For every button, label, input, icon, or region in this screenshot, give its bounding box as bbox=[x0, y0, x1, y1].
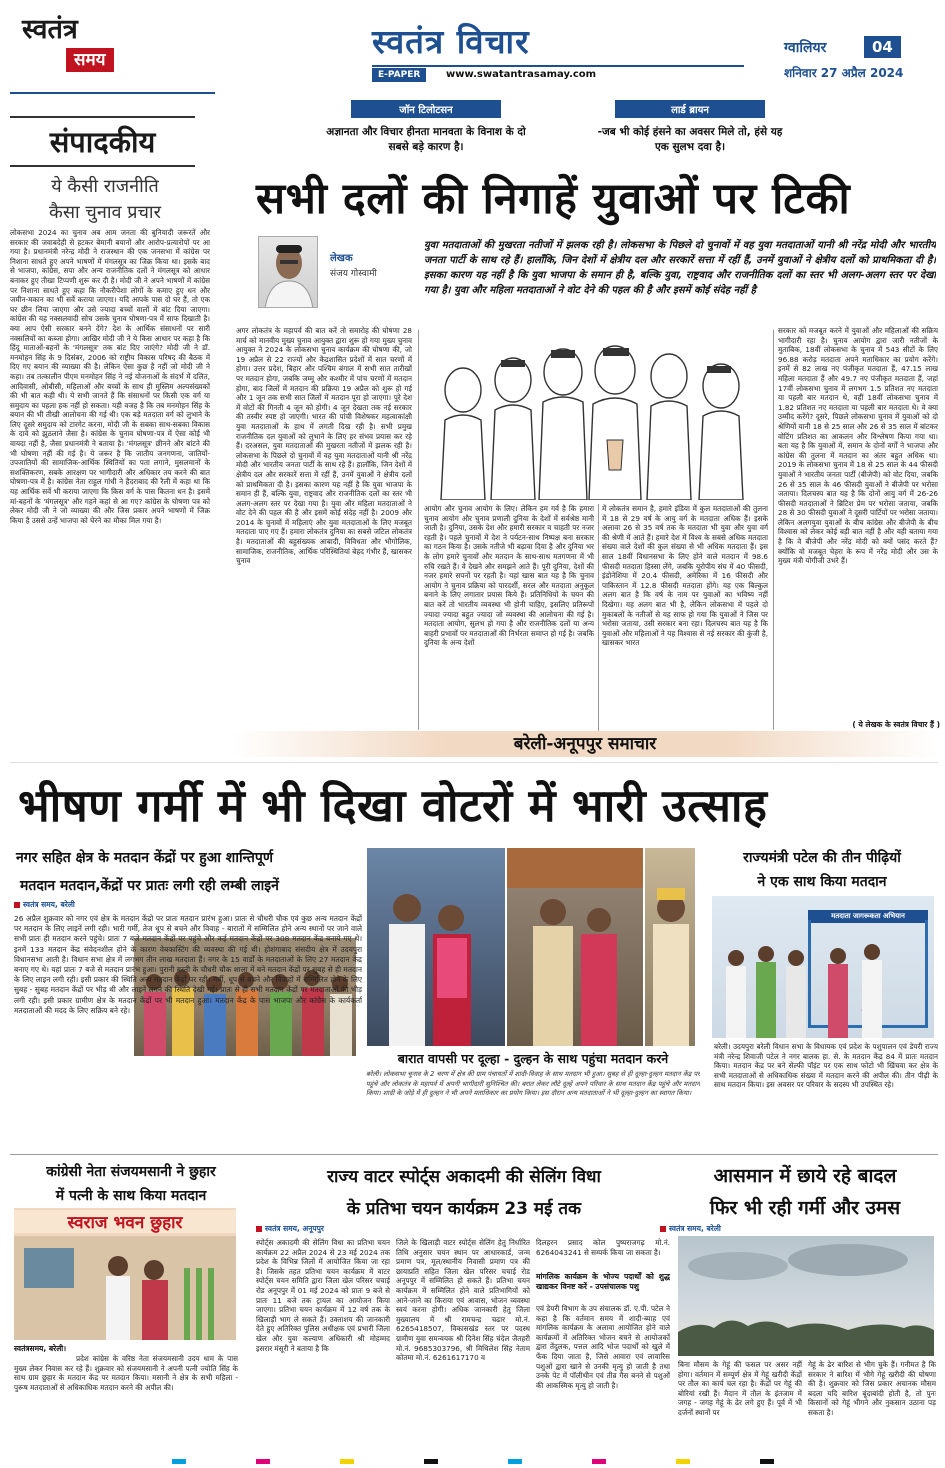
congress-headline-2: में पत्नी के साथ किया मतदान bbox=[55, 1188, 207, 1204]
minister-photo bbox=[712, 896, 934, 1038]
epaper-badge: E-PAPER bbox=[372, 68, 426, 82]
author-label: लेखक bbox=[330, 253, 353, 264]
quote-box-2 bbox=[590, 100, 790, 158]
wedding-caption: बारात वापसी पर दूल्हा - दुल्हन के साथ पहुंचा मतदान करने bbox=[397, 1051, 669, 1066]
author-photo bbox=[258, 236, 318, 308]
rule bbox=[773, 330, 774, 730]
wedding-photo-3 bbox=[645, 848, 695, 1046]
lead-column-2: आयोग और चुनाव आयोग के लिए। लेकिन हम गर्व है कि हमारा चुनाव आयोग और चुनाव प्रणाली दुनिया के देशों में सर्वश्रेष्ठ मानी जाती है। दुनिया, उसके देश और हमारी सरकार व चाहती पर नजर रहती है। पहले चुनावों में देश ने पर्यटन-साथ निष्पक्ष बना सरकार का गठन किया है। उसके नतीजे भी बढ़ावा दिया है और दुनिया भर के लोग हमारे चुनावों और मतदान के साथ-साथ मतगणना में भी रुचि रखते हैं। वे देखने और समझने आते हैं। पूरी दुनिया, देशों की नजर हमारे सपनों पर रहती है। यहां खास बात यह है कि चुनाव आयोग ने चुनाव प्रक्रिया को पारदर्शी, सरल और मतदाता अनुकूल बनाने के लिए लगातार प्रयास किये हैं। प्रतिनिधियों के चयन की बात करें तो भारतीय व्यवस्था भी होनी चाहिए, इसलिए प्रतिरूपों ज्यादा ज्यादा बहुत ज्यादा जो व्यवस्था की आलोचना की गई है। मतदाता आयोग, सुलभ हो गया है और राजनीतिक दलों या अन्य बाहरी प्रभावों पर मतदाताओं की निर्भरता समाप्त हो गई है। जबकि दुनिया के अन्य देशों bbox=[424, 504, 594, 648]
minister-body: बरेली। उदयपुरा बरेली विधान सभा के विधायक एवं प्रदेश के पशुपालन एवं डेयरी राज्य मंत्री नरेन्द्र शिवाजी पटेल ने नगर बालक हा. से. के मतदान केंद्र 84 में प्रातः मतदान किया। मतदान केंद्र पर बने सेल्फी पॉइंट पर एक साथ फोटो भी खिंचवा कर क्षेत्र के सभी मतदाताओं से अधिकाधिक संख्या में मतदान करने की अपील की। तीन पीढ़ी के साथ मतदान किया। इस अवसर पर परिवार के सदस्य भी उपस्थित रहे। bbox=[714, 1042, 938, 1090]
byline-text: स्वतंत्र समय, अनूपपुर bbox=[265, 1224, 324, 1233]
section-banner-title: बरेली-अनूपपुर समाचार bbox=[513, 734, 657, 754]
bullet-icon bbox=[256, 1226, 262, 1232]
lead-column-4: सरकार को मजबूत करने में युवाओं और महिलाओं की सक्रिय भागीदारी रहा है। चुनाव आयोग द्वारा जारी नतीजों के मुताबिक, 18वीं लोकसभा के चुनाव में 543 सीटों के लिए 96.88 करोड़ मतदाता अपने मताधिकार का प्रयोग करेंगे। इनमें से 82 लाख नए पंजीकृत मतदाता हैं, 47.15 लाख महिला मतदाता हैं और 49.7 नए पंजीकृत मतदाता हैं, जहां 17वीं लोकसभा चुनाव में लगभग 1.5 प्रतिशत नए मतदाता या पहली बार मतदान थे, वहीं 18वीं लोकसभा चुनाव में 1.82 प्रतिशत नए मतदाता या पहली बार मतदाता थे। वे क्या उम्मीद करेंगे? दूसरे, पिछले लोकसभा चुनाव में युवाओं को दो श्रेणियों यानी 18 से 25 साल और 26 से 35 साल में बांटकर वोटिंग प्रतिशत का आकलन और विश्लेषण किया गया था। बता यह है कि युवाओं में, समान के दोनों वर्गों ने भाजपा और कांग्रेस की तुलना में मतदान का अंतर बहुत अधिक था। 2019 के लोकसभा चुनाव में 18 से 25 साल के 44 फीसदी युवाओं ने भारतीय जनता पार्टी (बीजेपी) को वोट दिया, जबकि 26 से 35 साल के 46 फीसदी युवाओं ने बीजेपी पर भरोसा जताया। दिलचस्प बात यह है कि दोनों आयु वर्ग में 26-26 फीसदी मतदाताओं ने ब्रिटिश प्रेम पर भरोसा जताया, जबकि 28 से 30 फीसदी युवाओं ने दूसरी पार्टियों पर भरोसा जताया। लेकिन अलगयुवा युवाओं के बीच कांग्रेस और बीजेपी के बीच विश्वास को लेकर कोई बड़ी बात नहीं है और यही बताया गया है कि वे बीजेपी और नरेंद्र मोदी को क्यों पसंद करते हैं? क्योंकि वो मजबूत चेहरा के रूप में नरेंद्र मोदी और उस के मुख्य मंत्री योगीजी उभरे हैं। bbox=[778, 326, 938, 566]
congress-byline: स्वतंत्रसमय, बरेली। bbox=[14, 1344, 67, 1353]
sports-byline bbox=[256, 1224, 324, 1234]
editorial-section-label: संपादकीय bbox=[10, 116, 195, 167]
city-label: ग्वालियर bbox=[784, 40, 827, 56]
polling-body: 26 अप्रैल शुक्रवार को नगर एवं क्षेत्र के मतदान केंद्रो पर प्रातः मतदान प्रारंभ हुआ। प्रातः से चौधरी चौक एवं कुछ अन्य मतदान केंद्रों पर मतदान के लिए लाइनें लगी रही। भारी गर्मी, तेज धूप से बचने और विवाह - बारातों में सम्मिलित होने अन्य स्थानों पर जाने वाले सभी प्रातः ही मतदान करने पहुंचे। प्रातः 7 बजे मतदान केंद्रों पर पहुंचे और कई मतदान केंद्रों पर 308 मतदान केंद्र बनाये गए थे। इनमें 133 मतदान केंद्र संवेदनशील होने के कारण वेबकास्टिंग की व्यवस्था की गई थी। होशंगाबाद संसदीय क्षेत्र में उदयपुरा विधानसभा आती है। विधान सभा क्षेत्र में लगभग तीन लाख मतदाता हैं। नगर के 15 वार्डों के मतदाताओं के लिए 27 मतदान केंद्र बनाए गए थे। यहां प्रातः 7 बजे से मतदान प्रारंभ हुआ। पुरानी बस्ती के चौधरी चौक शाला में बने मतदान केंद्रों पर सुबह से ही मतदान के लिए लाइन लगी रही। इसी प्रकार की स्थिति अन्य मतदान केंद्रों पर रही। गर्मी, धूप से बचने और विवाहों में सम्मिलित होने के लिए सुबह - सुबह मतदान केंद्रों पर भीड़ थी और लाइनें लगने की स्थिति देखी गई। प्रातः से ही सभी मतदान केंद्रों पर मतदाताओं की भीड़ लगी रही। इसी प्रकार ग्रामीण क्षेत्र के मतदान केंद्रों पर भी मतदान हुआ। मतदान केंद्र के पास भाजपा और कांग्रेस के कार्यकर्ता मतदाताओं की मदद के लिए सक्रिय बने रहे। bbox=[14, 914, 362, 1015]
lead-intro: युवा मतदाताओं की मुखरता नतीजों में झलक रही है। लोकसभा के पिछले दो चुनावों में वह युवा मतदाताओं यानी श्री नरेंद्र मोदी और भारतीय जनता पार्टी के साथ रहे हैं। हालाँकि, जिन देशों में क्षेत्रीय दल और सरकारें सत्ता में रहीं हैं, उनमें युवाओं ने क्षेत्रीय दलों को प्राथमिकता दी है। इसका कारण यह नहीं है कि युवा भाजपा के समान ही है, बल्कि युवा, राष्ट्रवाद और राजनीतिक दलों का स्तर भी अलग-अलग स्तर पर देखा गया है। युवा और महिला मतदाताओं ने वोट देने की पहल की है और इसमें कोई संदेह नहीं है bbox=[424, 240, 936, 296]
awareness-banner: मतदाता जागरूकता अभियान bbox=[808, 910, 928, 923]
logo-top: स्वतंत्र bbox=[22, 14, 78, 45]
weather-column-2: बिना मौसम के गेहूं की फसल पर असर नहीं होगा। वर्तमान में सम्पूर्ण क्षेत्र में गेहूं खरीदी केंद्रों पर तौल का कार्य चल रहा है। केंद्रों पर गेहूं की बोरियां रखी हैं। मैदान में तौल के इंतजाम में जगह - जगह गेहूं के ढेर लगे हुए हैं। पूर्व में भी दर्जनों स्थानों पर bbox=[678, 1360, 802, 1417]
wedding-photo-1 bbox=[367, 848, 505, 1046]
sports-sub-headline: मांगलिक कार्यक्रम के भोज्य पदार्थों को शुद्ध खाद्यकर विनष्ट करें - उपसंचालक पशु bbox=[536, 1272, 670, 1291]
sports-column-1: स्पोर्ट्स अकादमी की सेलिंग विधा का प्रतिभा चयन कार्यक्रम 22 अप्रैल 2024 से 23 मई 2024 तक प्रदेश के विभिन्न जिलों में आयोजित किया जा रहा है। जिसके तहत प्रतिभा चयन कार्यक्रम में वाटर स्पोर्ट्स चयन समिति द्वारा जिला खेल परिसर चचाई रोड अनूपपुर में 01 मई 2024 को प्रातः 9 बजे से प्रातः 11 बजे तक ट्रायल का आयोजन किया जाएगा। प्रतिभा चयन कार्यक्रम में 12 वर्ष तक के खिलाड़ी भाग ले सकते हैं। उक्ताशय की जानकारी देते हुए अतिरिक्त पुलिस अधीक्षक एवं प्रभारी जिला खेल और युवा कल्याण अधिकारी श्री मोहम्मद इसरार मंसूरी ने बताया है कि bbox=[256, 1238, 390, 1353]
rule bbox=[418, 330, 419, 730]
bullet-icon bbox=[660, 1226, 666, 1232]
sports-sub-body: एवं डेयरी विभाग के उप संचालक डॉ. ए.पी. पटेल ने कहा है कि वर्तमान समय में शादी-ब्याह एवं मांगलिक कार्यक्रम के अलावा आयोजित होने वाले कार्यक्रमों में अतिरिक्त भोजन बचने से आयोजकों द्वारा तेंदुलक, पत्तल आदि भोज पदार्थों को खुले में फेंक दिया जाता है, जिसे आवारा एवं लावारिस पशुओं द्वारा खाने से उनकी मृत्यु हो जाती है तथा उनके पेट में पॉलीथीन एवं तीव्र गैस बनने से पशुओं की आकस्मिक मृत्यु हो जाती है। bbox=[536, 1304, 670, 1390]
quote-box-1 bbox=[316, 100, 536, 158]
logo bbox=[22, 14, 132, 86]
polling-headline-2: मतदान मतदान,केंद्रों पर प्रातः लगी रही लम्बी लाइनें bbox=[20, 878, 279, 894]
weather-headline-2: फिर भी रही गर्मी और उमस bbox=[709, 1197, 901, 1219]
weather-column-3: गेहूं के ढेर बारिश से भीग चुके हैं। गनीमत है कि सरकार ने बारिश में भीगे गेहूं खरीदी की घोषणा की है। शुक्रवार को जिस प्रकार अचानक मौसम बदला यदि बारिश बूंदाबांदी होती है, तो पुनः किसानों को गेहूं भीगने और नुकसान उठाना पड़ सकता है। bbox=[808, 1360, 936, 1417]
print-registration-marks bbox=[0, 1459, 945, 1465]
issue-date: शनिवार 27 अप्रैल 2024 bbox=[784, 66, 904, 80]
rule bbox=[598, 504, 599, 732]
wedding-photo-2 bbox=[507, 848, 643, 1046]
author-name: संजय गोस्वामी bbox=[330, 269, 377, 279]
weather-headline-1: आसमान में छाये रहे बादल bbox=[713, 1165, 897, 1187]
quote-author-2: लार्ड ब्रायन bbox=[615, 100, 765, 118]
minister-headline-2: ने एक साथ किया मतदान bbox=[757, 874, 887, 890]
sports-headline-1: राज्य वाटर स्पोर्ट्स अकादमी की सेलिंग विधा bbox=[327, 1167, 601, 1187]
website-link[interactable]: www.swatantrasamay.com bbox=[446, 69, 597, 80]
polling-byline bbox=[14, 900, 75, 910]
page-title: स्वतंत्र विचार bbox=[372, 22, 530, 61]
masthead bbox=[0, 0, 945, 92]
sports-column-3: दिलहरन प्रसाद कोल पुष्पराजगढ़ मो.नं. 6264043241 से सम्पर्क किया जा सकता है। bbox=[536, 1238, 670, 1257]
editorial-body: लोकसभा 2024 का चुनाव अब आम जनता की बुनियादी जरूरतें और सरकार की जवाबदेही से हटकर बेमानी बयानों और आरोप-प्रत्यारोपों पर आ गया है। प्रधानमंत्री नरेन्द्र मोदी ने राजस्थान की एक जनसभा में कांग्रेस पर निशाना साधते हुए अपने भाषणों में मंगलसूत्र का जिक्र किया था। इसके बाद से भाजपा, कांग्रेस, सपा और अन्य राजनीतिक दलों ने मंगलसूत्र को आधार बनाकर हुए तीखा टिप्पणी शुरू कर दी है। मोदी जी ने अपने भाषणों में कांग्रेस पर निशाना साधते हुए कहा कि नौकरीपेशा लोगों के कमाए हुए धन और जमीन-मकान का भी सर्वे कराया जाएगा। यदि आपके पास दो घर हैं, तो एक घर छीन लिया जाएगा और उसे ज्यादा बच्चों वालों में बांट दिया जाएगा। कांग्रेस की यह नक्सलवादी सोच उसके चुनाव घोषणा-पत्र में साफ दिखाती है। क्या आप ऐसी सरकार बनने देंगे? देश के आर्थिक संसाधनों पर सारी नक्सलियों का कब्जा होगा। आखिर मोदी जी ने ये किस आधार पर कहा है कि हिंदू माताओं-बहनों के 'मंगलसूत्र' तक बांट दिए जाएंगे? मोदी जी ने डॉ. मनमोहन सिंह के 9 दिसंबर, 2006 को राष्ट्रीय विकास परिषद की बैठक में दिए गए बयान की व्याख्या की है। लेकिन ऐसा कुछ है नहीं जो मोदी जी ने कहा। तब तत्कालीन पीएम मनमोहन सिंह ने नई योजनाओं के संदर्भ में दलित, आदिवासी, ओबीसी, महिलाओं और बच्चों के साथ ही मुस्लिम अल्पसंख्यकों की भी बात कही थी। ये सभी जानते हैं कि संसाधनों पर किसी एक वर्ग या समुदाय का पहला हक नहीं हो सकता। यही वजह है कि तब मनमोहन सिंह के बयान की भी तीखी आलोचना की गई थी। एक बड़े मतदाता वर्ग को लुभाने के लिए दूसरे समुदाय को टारगेट करना, मोदी जी के सबका साथ-सबका विकास के दावे को झुठलाने जैसा है। कांग्रेस के चुनाव घोषणा-पत्र में ऐसा कोई भी वायदा नहीं है, जैसा प्रधानमंत्री ने बताया है। 'मंगलसूत्र' छीनने और बांटने की भी घोषणा नहीं की गई है। ये जरूर है कि जातीय जनगणना, जातियों-उपजातियों की सामाजिक-आर्थिक स्थितियों का पता लगाने, मुसलमानों के सशक्तिकरण, सबके आरक्षण पर भागीदारी और अधिकार तय करने की बात घोषणा-पत्र में है। कांग्रेस नेता राहुल गांधी ने हैदराबाद की रैली में कहा था कि यह आर्थिक सर्वे भी कराया जाएगा कि किस वर्ग के पास कितना धन है। इसमें मां-बहनों के 'मंगलसूत्र' और गहने कहां से आ गए? कांग्रेस के घोषणा पत्र को लेकर मोदी जी ने जो व्याख्या की और जिस प्रकार अपने भाषणों में जिक्र किया है उससे उन्हें भाजपा को घेरने का मौका मिल गया है। bbox=[10, 228, 210, 525]
section-banner bbox=[232, 731, 938, 757]
editorial-headline-2: कैसा चुनाव प्रचार bbox=[49, 202, 161, 223]
lead-footnote: ( ये लेखक के स्वतंत्र विचार हैं ) bbox=[852, 720, 940, 729]
author-block bbox=[258, 236, 418, 316]
section-rule bbox=[10, 762, 938, 763]
lead-headline: सभी दलों की निगाहें युवाओं पर टिकी bbox=[256, 174, 851, 224]
quote-text-2: -जब भी कोई हंसने का अवसर मिले तो, हंसे यह एक सुलभ दवा है। bbox=[597, 126, 783, 153]
title-rule bbox=[372, 65, 744, 67]
logo-bottom: समय bbox=[66, 48, 114, 72]
lead-column-3: में लोकतंत्र समान है, हमारे इंडिया में कुल मतदाताओं की तुलना में 18 से 29 वर्ष के आयु वर्ग के मतदाता अधिक हैं। इसके अलावा 26 से 35 वर्ष तक के मतदाता भी युवा और युवा वर्ग की श्रेणी में आते हैं। हमारे देश में विश्व के सबसे अधिक मतदाता संख्या वाले देशों की कुल संख्या से भी अधिक मतदाता हैं। इस साल 18वीं विधानसभा के लिए होने वाले मतदान में 98.6 फीसदी मतदाता हिस्सा लेंगे, जबकि यूरोपीय संघ में 40 फीसदी, इंडोनेशिया में 20.4 फीसदी, अमेरिका में 16 फीसदी और पाकिस्तान में 12.8 फीसदी मतदाता होंगे। यह एक बिल्कुल अलग बात है कि वर्ष के नाम पर युवाओं का भविष्य नहीं दिखेगा। यह अलग बात भी है, लेकिन लोकसभा में पहले दो मुकाबलों के नतीजों से यह साफ हो गया कि युवाओं ने जिस पर भरोसा जताया, उसी सरकार बना रहा। दिलचस्प बात यह है कि युवाओं और महिलाओं ने यह विश्वास से नई सरकार की कुंजी है, खासकर भारत bbox=[602, 504, 768, 648]
sports-column-2: जिले के खिलाड़ी वाटर स्पोर्ट्स सेलिंग हेतु निर्धारित तिथि अनुसार चयन स्थान पर आधारकार्ड, जन्म प्रमाण पत्र, मूल/स्थानीय निवासी प्रमाण पत्र की छायाप्रति सहित जिला खेल परिसर चचाई रोड अनूपपुर में सम्मिलित हो सकते हैं। प्रतिभा चयन कार्यक्रम में सम्मिलित होने वाले प्रतिभागियों को आने-जाने का किराया एवं आवास, भोजन व्यवस्था स्वयं करना होगी। अधिक जानकारी हेतु जिला मुख्यालय में श्री रामचन्द्र चढार मो.नं. 6265418507, विकासखंड स्तर पर पदस्थ ग्रामीण युवा समन्वयक श्री दिनेश सिंह चंदेल जैतहरी मो.नं. 9685303796, श्री मिथिलेश सिंह नेताम कोतमा मो.नं. 6261617170 व bbox=[396, 1238, 530, 1363]
politicians-illustration bbox=[423, 330, 767, 500]
minister-headline-1: राज्यमंत्री पटेल की तीन पीढ़ियों bbox=[743, 850, 901, 866]
weather-photo bbox=[678, 1236, 934, 1356]
polling-headline-1: नगर सहित क्षेत्र के मतदान केंद्रों पर हुआ शान्तिपूर्ण bbox=[16, 850, 273, 866]
wedding-body: बरेली। लोकसभा चुनाव के 2 चरण में क्षेत्र की ग्राम पंचायतों में शादी-विवाह के साथ मतदान भी हुआ। सुबह से ही दूल्हा-दुल्हन मतदान केंद्र पर पहुंचे और लोकतंत्र के महापर्व में अपनी भागीदारी सुनिश्चित की। बरात लेकर लौटे दूल्हे अपने परिवार के साथ मतदान केंद्र पहुंचे और मतदान किया। शादी के जोड़े में ही दुल्हन ने भी अपने मताधिकार का प्रयोग किया। इस दौरान अन्य मतदाताओं ने भी दूल्हा-दुल्हन का स्वागत किया। bbox=[366, 1070, 700, 1098]
weather-byline bbox=[660, 1224, 721, 1234]
byline-text: स्वतंत्र समय, बरेली bbox=[23, 900, 75, 909]
editorial-column bbox=[10, 92, 215, 742]
page-number: 04 bbox=[864, 36, 901, 58]
quote-author-1: जॉन टिलोटसन bbox=[351, 100, 501, 118]
photo-banner-text: स्वराज भवन छुहार bbox=[14, 1210, 236, 1233]
congress-photo bbox=[14, 1208, 236, 1340]
bullet-icon bbox=[14, 902, 20, 908]
byline-text: स्वतंत्र समय, बरेली bbox=[669, 1224, 721, 1233]
quote-text-1: अज्ञानता और विचार हीनता मानवता के विनाश के दो सबसे बड़े कारण है। bbox=[326, 126, 526, 153]
congress-body: प्रदेश कांग्रेस के वरिष्ठ नेता संजयमसानी उदय धाम के पास मुख्य लेकर निवास कर रहे हैं। शुक्रवार को संजयमसानी ने अपनी पत्नी ज्योति सिंह के साथ ग्राम छुहार के मतदान केंद्र पर मतदान किया। मसानी ने क्षेत्र के सभी महिला - पुरूष मतदाताओं से अधिकाधिक मतदान करने की अपील की। bbox=[14, 1354, 238, 1392]
congress-headline-1: कांग्रेसी नेता संजयमसानी ने छुहार bbox=[46, 1164, 216, 1180]
row-divider bbox=[10, 1154, 938, 1155]
editorial-headline-1: ये कैसी राजनीति bbox=[51, 176, 159, 197]
sports-headline-2: के प्रतिभा चयन कार्यक्रम 23 मई तक bbox=[346, 1199, 582, 1219]
lead-column-1: अगर लोकतंत्र के महापर्व की बात करें तो समारोह की घोषणा 28 मार्च को मानवीय मुख्य चुनाव आयुक्त द्वारा शुरू हो गया मुख्य चुनाव आयुक्त ने 2024 के लोकसभा चुनाव कार्यक्रम की घोषणा की, जो 19 अप्रैल से 22 राज्यों और केंद्रशासित प्रदेशों में सात चरणों में होगा। उत्तर प्रदेश, बिहार और पश्चिम बंगाल में सभी सात तारीखों पर मतदान होगा, जबकि जम्मू और कश्मीर में पांच चरणों में मतदान होगा, बाद जिलों में मतदान की प्रक्रिया 19 अप्रैल को शुरू हो गई और 1 जून तक सभी सात जिलों में मतदान पूरा हो जाएगा। पूरे देश में वोटों की गिनती 4 जून को होगी। 4 जून देखता तक नई सरकार की तस्वीर स्पष्ट हो जाएगी। भारत की पांची विशेषकर महत्वाकांक्षी युवा मतदाताओं के हाथ में लगती दिख रही है। सभी प्रमुख राजनीतिक दल युवाओं को लुभाने के लिए हर संभव प्रयास कर रहे हैं। दरअसल, युवा मतदाताओं की मुखरता नतीजों में झलक रही है। लोकसभा के पिछले दो चुनावों में वह युवा मतदाताओं यानी श्री नरेंद्र मोदी और भारतीय जनता पार्टी के साथ रहे हैं। हालाँकि, जिन देशों में क्षेत्रीय दल और सरकारें सत्ता में रहीं हैं, उनमें युवाओं ने क्षेत्रीय दलों को प्राथमिकता दी है। इसका कारण यह नहीं है कि युवा भाजपा के समान ही हैं, बल्कि युवा, राष्ट्रवाद और राजनीतिक दलों का स्तर भी अलग-अलग स्तर पर देखा गया है। युवा और महिला मतदाताओं ने वोट देने की पहल की है और इसमें कोई संदेह नहीं है। 2009 और 2014 के चुनावों में महिलाएं और युवा मतदाताओं के लिए मजबूत मतदाता पाए गए हैं। हमारा लोकतंत्र दुनिया का सबसे जटिल लोकतंत्र है। मतदाताओं की बहुसंख्यक आबादी, विविधता और भौगोलिक, सामाजिक, राजनीतिक, आर्थिक परिस्थितियां बेहद गंभीर हैं, खासकर चुनाव bbox=[236, 326, 412, 566]
main-headline: भीषण गर्मी में भी दिखा वोटरों में भारी उत्साह bbox=[18, 779, 768, 832]
